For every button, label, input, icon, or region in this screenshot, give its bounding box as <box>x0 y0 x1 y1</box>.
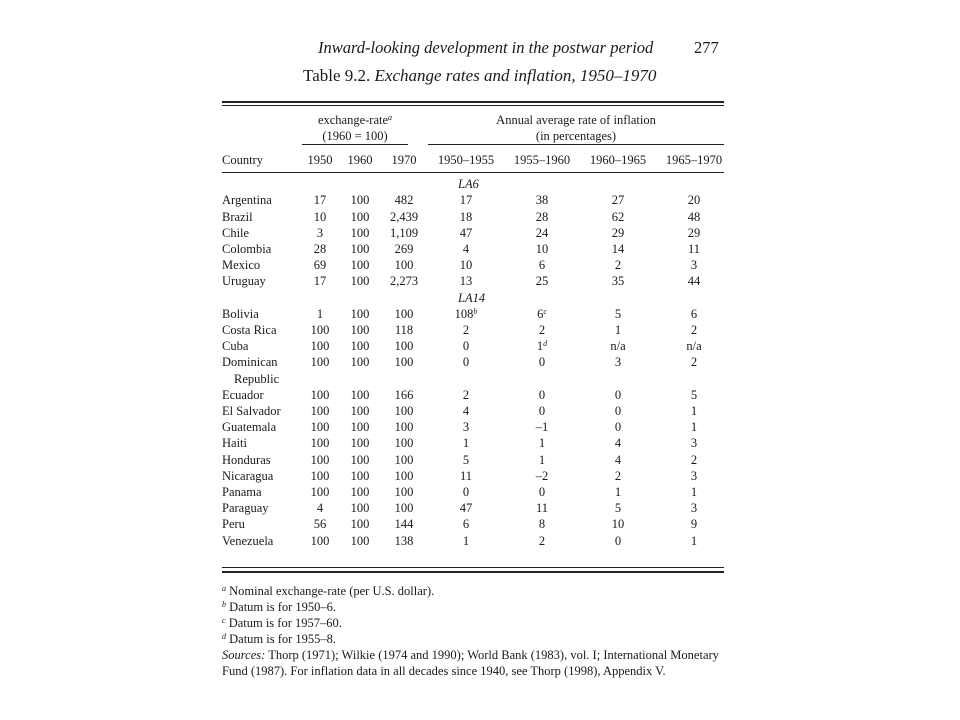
table-cell: 100 <box>350 468 370 483</box>
bottom-rule <box>222 571 724 573</box>
country-cell: Honduras <box>222 452 271 467</box>
table-cell: 100 <box>394 501 414 516</box>
table-cell: 1 <box>690 404 698 419</box>
table-cell: 0 <box>538 404 546 419</box>
table-cell: 0 <box>462 485 470 500</box>
table-cell: 100 <box>394 404 414 419</box>
running-head: Inward-looking development in the postwar period <box>318 38 654 57</box>
table-cell: 48 <box>687 209 701 224</box>
footnote-mark-a: a <box>388 113 393 122</box>
table-cell: 0 <box>614 420 622 435</box>
country-cell: El Salvador <box>222 404 281 419</box>
table-cell: 14 <box>611 242 625 257</box>
table-cell: 2,439 <box>389 209 419 224</box>
country-cell: Paraguay <box>222 501 269 516</box>
table-cell: 269 <box>394 242 414 257</box>
country-cell: Brazil <box>222 209 253 224</box>
table-cell: 100 <box>350 404 370 419</box>
table-cell: 4 <box>462 404 470 419</box>
country-cell: Cuba <box>222 339 249 354</box>
table-cell: 35 <box>611 274 625 289</box>
top-rule-thin <box>222 105 724 106</box>
col-header-1960: 1960 <box>347 153 373 167</box>
table-cell: 5 <box>462 452 470 467</box>
table-cell: 1 <box>690 420 698 435</box>
country-cell: Ecuador <box>222 387 264 402</box>
table-cell: 20 <box>687 193 701 208</box>
table-cell: 62 <box>611 209 625 224</box>
group-row <box>222 290 732 306</box>
table-cell: 44 <box>687 274 701 289</box>
table-cell: 1,109 <box>389 225 419 240</box>
col-header-1950: 1950 <box>307 153 333 167</box>
table-cell: 2 <box>614 468 622 483</box>
table-cell: –2 <box>535 468 549 483</box>
table-title <box>303 66 656 86</box>
table-cell: 100 <box>394 485 414 500</box>
inflation-group-header <box>428 112 724 144</box>
table-cell: 47 <box>459 501 473 516</box>
table-cell: 6 <box>462 517 470 532</box>
table-cell: 100 <box>310 452 330 467</box>
table-cell: 100 <box>350 355 370 370</box>
country-cell: Guatemala <box>222 420 277 435</box>
table-cell: 8 <box>538 517 546 532</box>
table-cell: 6 <box>690 306 698 321</box>
table-cell: 11 <box>535 501 549 516</box>
footnotes <box>222 583 728 679</box>
table-cell: 100 <box>310 387 330 402</box>
table-row <box>222 306 732 322</box>
sources-label: Sources: <box>222 648 266 662</box>
table-cell: 100 <box>394 258 414 273</box>
col-header-1955-1960: 1955–1960 <box>513 153 571 167</box>
group-label: LA14 <box>458 290 486 305</box>
table-cell: 0 <box>538 355 546 370</box>
table-cell: 10 <box>611 517 625 532</box>
table-cell: 5 <box>690 387 698 402</box>
table-cell: 3 <box>690 468 698 483</box>
table-cell: 1 <box>614 323 622 338</box>
table-cell: 4 <box>614 452 622 467</box>
table-cell: 100 <box>350 420 370 435</box>
footnote-mark: d <box>543 339 548 349</box>
table-cell: 3 <box>614 355 622 370</box>
table-cell: 38 <box>535 193 549 208</box>
table-cell: 1 <box>538 436 546 451</box>
inflation-span-rule <box>428 144 724 145</box>
table-cell: 100 <box>350 485 370 500</box>
table-row <box>222 419 732 435</box>
table-cell: 28 <box>535 209 549 224</box>
table-row <box>222 192 732 208</box>
table-cell: 2 <box>462 387 470 402</box>
table-label: Table 9.2. <box>303 66 371 85</box>
table-cell: 100 <box>350 501 370 516</box>
table-cell: 5 <box>614 306 622 321</box>
sources-note <box>222 647 728 679</box>
table-row <box>222 452 732 468</box>
country-cell: Panama <box>222 485 262 500</box>
table-cell: 100 <box>310 485 330 500</box>
table-cell: 100 <box>394 468 414 483</box>
table-cell: 100 <box>350 225 370 240</box>
table-cell: 10 <box>535 242 549 257</box>
country-cell: Venezuela <box>222 533 274 548</box>
table-cell: 1 <box>462 436 470 451</box>
table-cell: 100 <box>310 436 330 451</box>
table-cell: 69 <box>313 258 327 273</box>
table-caption: Exchange rates and inflation, 1950–1970 <box>374 66 657 85</box>
table-row <box>222 387 732 403</box>
table-cell: 3 <box>690 501 698 516</box>
table-cell: 118 <box>394 323 414 338</box>
table-cell: 18 <box>459 209 473 224</box>
table-cell: 1 <box>614 485 622 500</box>
table-cell: 11 <box>459 468 473 483</box>
table-cell: 100 <box>350 274 370 289</box>
table-cell: 100 <box>350 193 370 208</box>
footnote-a: $^a$ Nominal exchange-rate (per U.S. dollar). <box>222 584 435 598</box>
footnote-b: $^b$ Datum is for 1950–6. <box>222 600 337 614</box>
table-row <box>222 516 732 532</box>
table-row <box>222 338 732 354</box>
table-cell: 100 <box>394 306 414 321</box>
col-header-1970: 1970 <box>391 153 417 167</box>
table-cell: n/a <box>686 339 702 354</box>
table-cell: 10 <box>313 209 327 224</box>
table-cell: 17 <box>313 274 327 289</box>
country-cell: Colombia <box>222 242 272 257</box>
table-cell: 29 <box>611 225 625 240</box>
table-cell: 17 <box>459 193 473 208</box>
table-row <box>222 354 732 386</box>
page-number: 277 <box>694 38 719 57</box>
table-cell: 100 <box>310 420 330 435</box>
table-cell: n/a <box>610 339 626 354</box>
table-cell: 2 <box>538 533 546 548</box>
table-cell: 100 <box>310 533 330 548</box>
group-label: LA6 <box>458 177 479 192</box>
table-cell: 28 <box>313 242 327 257</box>
table-row <box>222 322 732 338</box>
table-cell: 5 <box>614 501 622 516</box>
table-cell: 2,273 <box>389 274 419 289</box>
table-row <box>222 533 732 549</box>
table-cell: 4 <box>462 242 470 257</box>
sources-text: Thorp (1971); Wilkie (1974 and 1990); World Bank (1983), vol. I; International Monetary Fund (1987). For inflation data in all decades since 1940, see Thorp (1998), Appendix V. <box>222 648 719 678</box>
table-row <box>222 273 732 289</box>
table-cell: 0 <box>614 533 622 548</box>
country-cell: Haiti <box>222 436 247 451</box>
table-cell: 166 <box>394 387 414 402</box>
exchange-rate-group-header <box>302 112 408 144</box>
table-cell: 9 <box>690 517 698 532</box>
country-cell: Dominican Republic <box>222 355 280 386</box>
table-cell: 1 <box>690 485 698 500</box>
table-cell: 17 <box>313 193 327 208</box>
table-row <box>222 435 732 451</box>
table-cell: 482 <box>394 193 414 208</box>
exchange-rate-span-rule <box>302 144 408 145</box>
col-header-1965-1970: 1965–1970 <box>665 153 723 167</box>
country-cell: Bolivia <box>222 306 259 321</box>
country-cell: Mexico <box>222 258 261 273</box>
table-row <box>222 403 732 419</box>
table-cell: 3 <box>316 225 324 240</box>
table-cell: 24 <box>535 225 549 240</box>
table-row <box>222 257 732 273</box>
col-header-1960-1965: 1960–1965 <box>589 153 647 167</box>
table-cell: 100 <box>310 339 330 354</box>
table-cell: 29 <box>687 225 701 240</box>
table-cell: 144 <box>394 517 414 532</box>
table-cell: 2 <box>462 323 470 338</box>
table-cell: 27 <box>611 193 625 208</box>
country-cell: Costa Rica <box>222 323 277 338</box>
table-cell: 100 <box>350 387 370 402</box>
table-cell: 100 <box>394 355 414 370</box>
header-bottom-rule <box>222 172 724 173</box>
table-body <box>222 176 732 549</box>
table-cell: 2 <box>690 452 698 467</box>
table-cell: 47 <box>459 225 473 240</box>
table-cell: 0 <box>462 355 470 370</box>
table-cell: 100 <box>310 355 330 370</box>
inflation-heading: Annual average rate of inflation <box>496 113 656 127</box>
country-cell: Nicaragua <box>222 468 274 483</box>
table-cell: 56 <box>313 517 327 532</box>
table-cell: 100 <box>350 436 370 451</box>
table-cell: 100 <box>310 323 330 338</box>
table-cell: 13 <box>459 274 473 289</box>
table-row <box>222 484 732 500</box>
table-cell: 4 <box>316 501 324 516</box>
table-cell: 3 <box>690 436 698 451</box>
table-cell: 100 <box>350 306 370 321</box>
table-cell: 100 <box>394 339 414 354</box>
bottom-rule-thin <box>222 567 724 568</box>
table-row <box>222 468 732 484</box>
country-cell: Argentina <box>222 193 272 208</box>
table-cell: 6$^c$ <box>537 306 547 321</box>
table-cell: 0 <box>538 387 546 402</box>
table-cell: 1 <box>462 533 470 548</box>
exchange-rate-base: (1960 = 100) <box>322 129 388 143</box>
exchange-rate-heading: exchange-rate <box>317 113 389 127</box>
table-row <box>222 500 732 516</box>
table-cell: 2 <box>538 323 546 338</box>
table-cell: 11 <box>687 242 701 257</box>
table-cell: 10 <box>459 258 473 273</box>
table-cell: 3 <box>690 258 698 273</box>
table-cell: 100 <box>394 420 414 435</box>
table-cell: 108$^b$ <box>454 306 478 321</box>
table-cell: 2 <box>614 258 622 273</box>
table-cell: 0 <box>614 387 622 402</box>
table-cell: 100 <box>350 242 370 257</box>
table-cell: 138 <box>394 533 414 548</box>
table-cell: 100 <box>350 258 370 273</box>
country-cell: Peru <box>222 517 245 532</box>
table-cell: 100 <box>350 339 370 354</box>
footnote-mark: b <box>473 306 478 316</box>
table-row <box>222 241 732 257</box>
table-cell: 25 <box>535 274 549 289</box>
table-cell: 1 <box>690 533 698 548</box>
table-cell: 100 <box>394 436 414 451</box>
inflation-units: (in percentages) <box>535 129 617 143</box>
table-row <box>222 209 732 225</box>
table-cell: 100 <box>350 533 370 548</box>
table-cell: 100 <box>310 404 330 419</box>
table-cell: 3 <box>462 420 470 435</box>
footnote-mark: c <box>543 306 547 316</box>
table-cell: 2 <box>690 323 698 338</box>
country-cell: Uruguay <box>222 274 266 289</box>
table-cell: 100 <box>310 468 330 483</box>
table-cell: 6 <box>538 258 546 273</box>
group-row <box>222 176 732 192</box>
table-cell: 100 <box>394 452 414 467</box>
table-cell: 4 <box>614 436 622 451</box>
table-cell: 100 <box>350 517 370 532</box>
exchange-inflation-table <box>222 152 732 549</box>
table-cell: 100 <box>350 323 370 338</box>
table-cell: 1 <box>316 306 324 321</box>
footnote-c: $^c$ Datum is for 1957–60. <box>222 616 342 630</box>
table-cell: 100 <box>350 452 370 467</box>
footnote-d: $^d$ Datum is for 1955–8. <box>222 632 337 646</box>
table-row <box>222 225 732 241</box>
col-header-country: Country <box>222 153 263 167</box>
country-cell: Chile <box>222 225 250 240</box>
table-cell: 0 <box>614 404 622 419</box>
table-cell: 2 <box>690 355 698 370</box>
top-rule <box>222 101 724 103</box>
table-cell: –1 <box>535 420 549 435</box>
table-cell: 100 <box>350 209 370 224</box>
table-cell: 1 <box>538 452 546 467</box>
table-cell: 0 <box>538 485 546 500</box>
table-cell: 1$^d$ <box>536 339 548 354</box>
table-cell: 0 <box>462 339 470 354</box>
col-header-1950-1955: 1950–1955 <box>437 153 495 167</box>
